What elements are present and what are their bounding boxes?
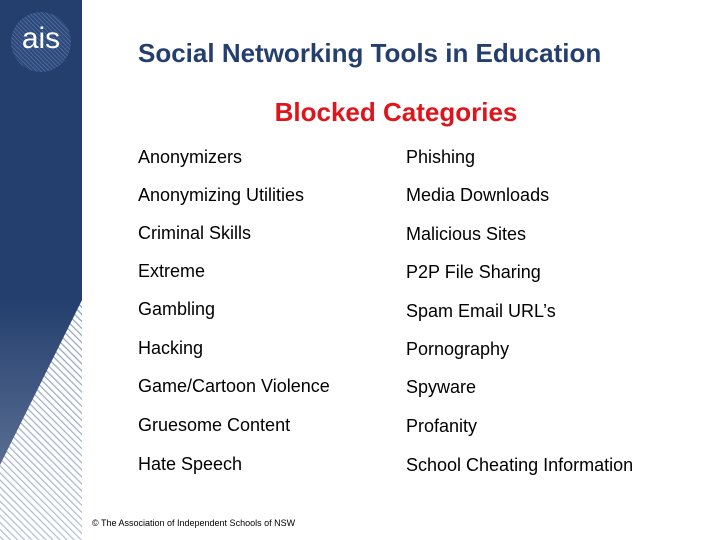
category-item: Gambling: [138, 299, 216, 319]
category-item: Phishing: [406, 147, 476, 167]
category-item: Spyware: [406, 377, 477, 397]
category-item: Anonymizers: [138, 147, 243, 167]
category-item: Profanity: [406, 416, 478, 436]
category-item: Pornography: [406, 339, 510, 359]
category-item: Game/Cartoon Violence: [138, 376, 330, 396]
ais-logo: [11, 12, 71, 72]
category-item: Gruesome Content: [138, 415, 291, 435]
category-item: School Cheating Information: [406, 455, 634, 475]
category-item: P2P File Sharing: [406, 262, 541, 282]
copyright-footer: © The Association of Independent Schools of NSW: [92, 518, 296, 528]
category-item: Hacking: [138, 338, 204, 358]
logo-text: ais: [21, 22, 61, 55]
category-item: Anonymizing Utilities: [138, 185, 305, 205]
category-item: Media Downloads: [406, 185, 550, 205]
category-item: Extreme: [138, 261, 206, 281]
category-item: Malicious Sites: [406, 224, 527, 244]
category-item: Spam Email URL’s: [406, 301, 556, 321]
slide-title: Social Networking Tools in Education: [138, 38, 602, 68]
category-item: Hate Speech: [138, 454, 243, 474]
sidebar-decoration: [0, 0, 82, 540]
slide-subtitle: Blocked Categories: [274, 97, 518, 127]
category-item: Criminal Skills: [138, 223, 252, 243]
sidebar-pattern: [0, 0, 82, 540]
